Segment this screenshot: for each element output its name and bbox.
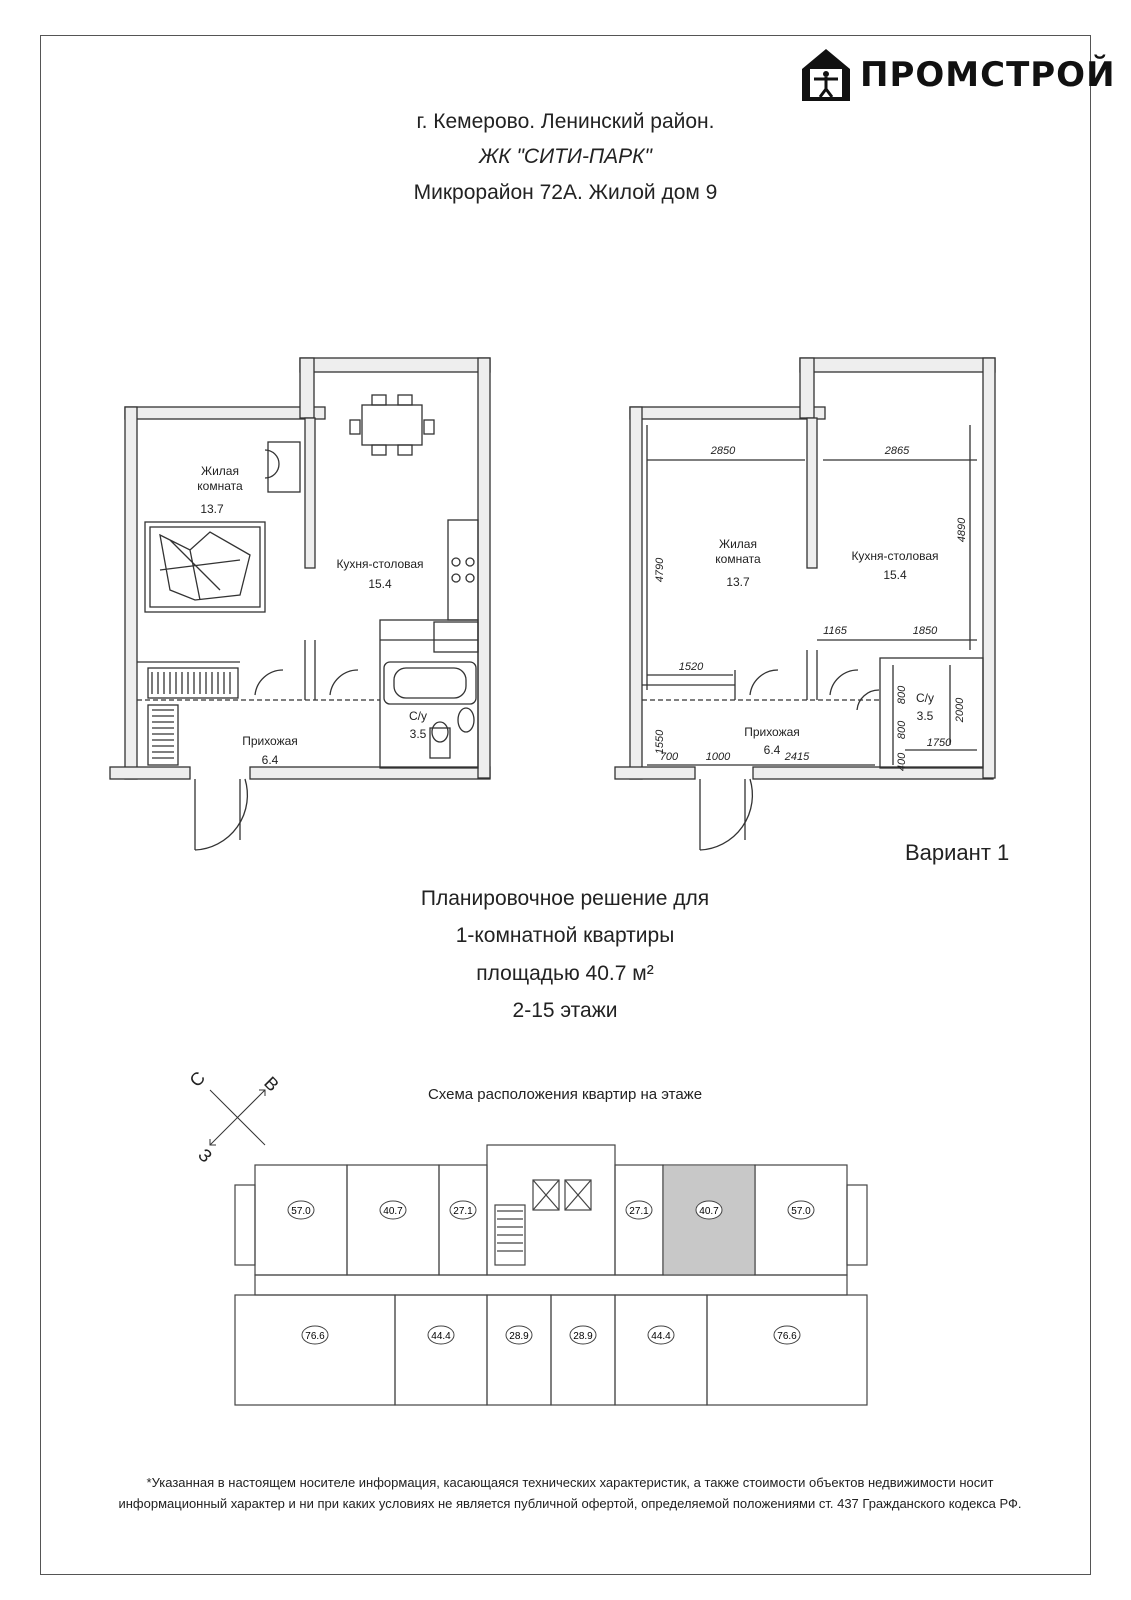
dim-label: 2415 (784, 751, 810, 763)
highlighted-apartment (664, 1166, 754, 1274)
dimensioned-floor-plan (605, 350, 1015, 860)
brand-logo (800, 45, 1116, 105)
caption-line-2: 1-комнатной квартиры (455, 924, 675, 947)
compass-west: З (194, 1144, 217, 1167)
brand-name: ПРОМСТРОЙ (860, 55, 1116, 95)
dim-label: 800 (896, 720, 908, 740)
kitchen-area-2: 15.4 (883, 568, 907, 582)
bath-label: С/у (409, 709, 427, 723)
hall-area-2: 6.4 (763, 743, 781, 757)
hall-label: Прихожая (242, 734, 298, 748)
scheme-title: Схема расположения квартир на этаже (427, 1086, 703, 1103)
dim-label: 700 (659, 751, 679, 763)
caption-line-4: 2-15 этажи (512, 999, 618, 1022)
living-label-2: Жилая комната (715, 537, 761, 566)
dim-label: 1750 (926, 737, 952, 749)
apartment-area-label: 40.7 (383, 1206, 403, 1217)
apartment-area-label: 44.4 (651, 1331, 671, 1342)
apartment-area-label: 44.4 (431, 1331, 451, 1342)
variant-label: Вариант 1 (905, 840, 1010, 865)
hall-label-2: Прихожая (744, 725, 800, 739)
dim-label: 1550 (654, 729, 666, 755)
dim-label: 1000 (705, 751, 731, 763)
dim-label: 1520 (678, 661, 704, 673)
dim-label: 2865 (884, 445, 910, 457)
bath-area-2: 3.5 (916, 709, 934, 723)
disclaimer-line-2: информационный характер и ни при каких условиях не является публичной офертой, определяемой положениями ст. 437 Гражданского кодекса РФ. (118, 1496, 1022, 1511)
compass-east: В (260, 1072, 283, 1096)
caption-line-3: площадью 40.7 м² (476, 962, 654, 985)
bath-area: 3.5 (409, 727, 427, 741)
apartment-area-label: 28.9 (573, 1331, 593, 1342)
dim-label: 1165 (823, 625, 847, 637)
floor-scheme (215, 1135, 895, 1425)
caption-line-1: Планировочное решение для (420, 887, 710, 910)
furnished-floor-plan (100, 350, 520, 860)
apartment-area-label: 27.1 (453, 1206, 473, 1217)
dim-label: 2850 (710, 445, 736, 457)
building-line: Микрорайон 72А. Жилой дом 9 (413, 181, 718, 204)
dim-label: 800 (896, 685, 908, 705)
apartment-area-label: 28.9 (509, 1331, 529, 1342)
kitchen-label-2: Кухня-столовая (851, 549, 939, 563)
apartment-area-label: 40.7 (699, 1206, 719, 1217)
kitchen-area: 15.4 (368, 577, 392, 591)
living-area: 13.7 (200, 502, 224, 516)
apartment-area-label: 57.0 (791, 1206, 811, 1217)
apartment-area-label: 76.6 (305, 1331, 325, 1342)
apartment-area-label: 76.6 (777, 1331, 797, 1342)
apartment-area-label: 57.0 (291, 1206, 311, 1217)
apartment-area-label: 27.1 (629, 1206, 649, 1217)
living-label: Жилая комната (197, 464, 243, 493)
disclaimer-line-1: *Указанная в настоящем носителе информация, касающаяся технических характеристик, а также стоимости объектов недвижимости носит (146, 1475, 994, 1490)
dim-label: 4890 (956, 517, 968, 543)
house-person-icon (800, 47, 852, 103)
dim-label: 400 (896, 752, 908, 772)
kitchen-label: Кухня-столовая (336, 557, 424, 571)
bath-label-2: С/у (916, 691, 934, 705)
living-area-2: 13.7 (726, 575, 750, 589)
dim-label: 2000 (954, 697, 966, 723)
address-line: г. Кемерово. Ленинский район. (416, 110, 715, 133)
hall-area: 6.4 (261, 753, 279, 767)
dim-label: 1850 (912, 625, 938, 637)
compass-north: С (185, 1067, 210, 1091)
dim-label: 4790 (654, 557, 666, 583)
complex-name: ЖК "СИТИ-ПАРК" (478, 145, 652, 168)
